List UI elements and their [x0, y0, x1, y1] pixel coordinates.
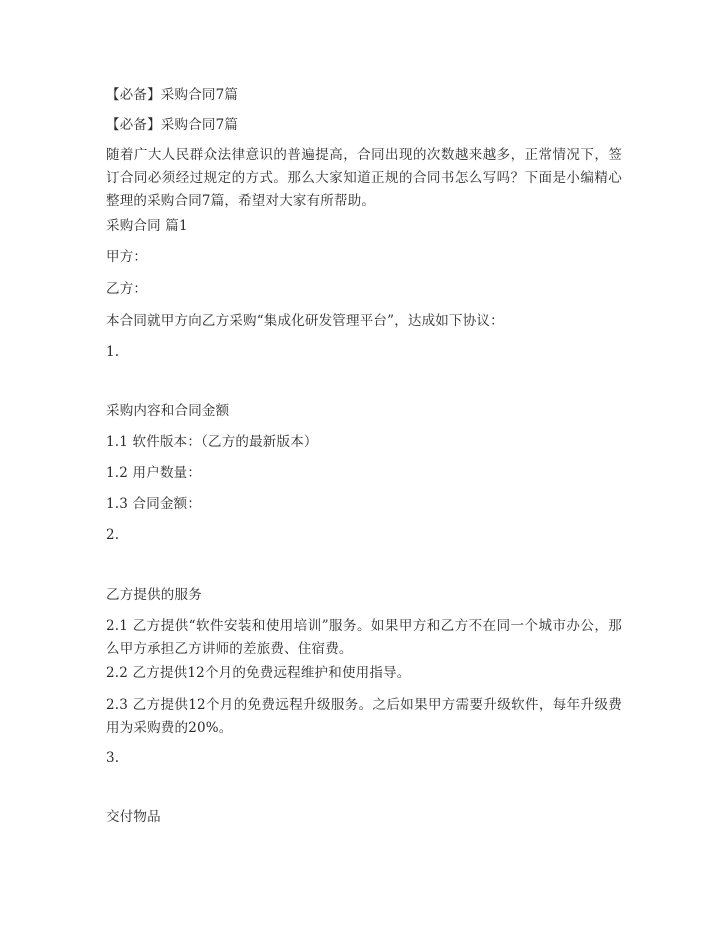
clause-item: 2.1 乙方提供“软件安装和使用培训”服务。如果甲方和乙方不在同一个城市办公，那么甲方承担乙方讲师的差旅费、住宿费。	[106, 618, 622, 657]
party-b-line: 乙方：	[106, 281, 148, 297]
clause-title: 交付物品	[106, 809, 161, 825]
clause-number: 1.	[106, 344, 120, 360]
clause-item: 1.2 用户数量：	[106, 465, 202, 481]
clause-item: 2.3 乙方提供12个月的免费远程升级服务。之后如果甲方需要升级软件，每年升级费用为采购费的20%。	[106, 697, 622, 736]
section-title: 采购合同 篇1	[106, 218, 188, 234]
clause-item: 1.3 合同金额：	[106, 496, 202, 512]
clause-title: 乙方提供的服务	[106, 587, 202, 603]
clause-number: 2.	[106, 527, 120, 543]
document-subheading: 【必备】采购合同7篇	[106, 117, 239, 133]
clause-number: 3.	[106, 750, 120, 766]
intro-paragraph: 随着广大人民群众法律意识的普遍提高，合同出现的次数越来越多，正常情况下，签订合同必须经过规定的方式。那么大家知道正规的合同书怎么写吗？下面是小编精心整理的采购合同7篇，希望对大家有所帮助。	[106, 147, 622, 209]
agreement-line: 本合同就甲方向乙方采购“集成化研发管理平台”，达成如下协议：	[106, 313, 504, 329]
clause-item: 1.1 软件版本：（乙方的最新版本）	[106, 434, 318, 450]
clause-item: 2.2 乙方提供12个月的免费远程维护和使用指导。	[106, 665, 411, 681]
document-heading: 【必备】采购合同7篇	[106, 87, 239, 103]
clause-title: 采购内容和合同金额	[106, 403, 230, 419]
party-a-line: 甲方：	[106, 249, 148, 265]
